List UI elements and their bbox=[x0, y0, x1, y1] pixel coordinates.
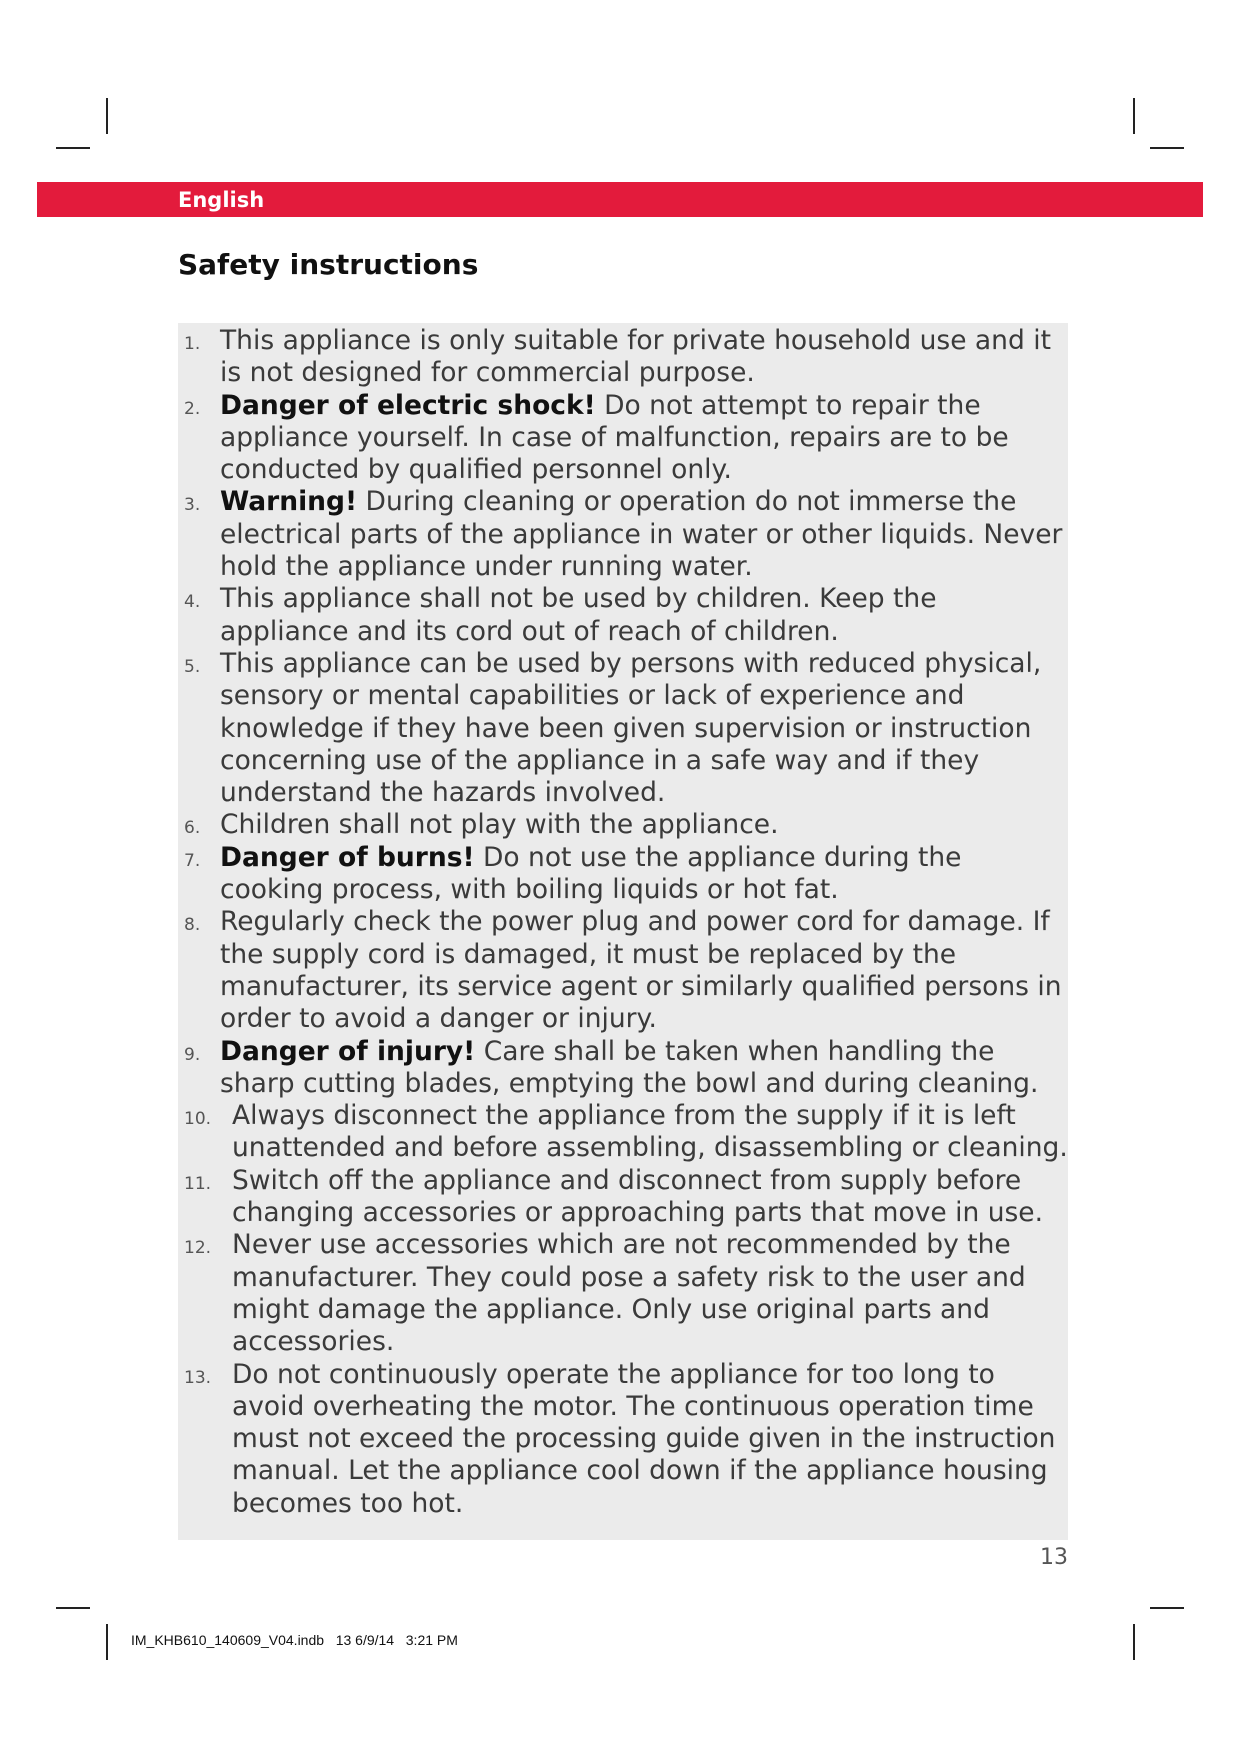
instruction-number: 7. bbox=[184, 850, 201, 871]
language-header-bar bbox=[37, 182, 1203, 217]
instruction-text: Do not use the appliance during the cooking process, with boiling liquids or hot fat. bbox=[220, 841, 962, 906]
instruction-item bbox=[184, 1165, 1068, 1230]
instruction-text: Never use accessories which are not recommended by the manufacturer. They could pose a safety risk to the user and might damage the appliance. Only use original parts and accessories. bbox=[232, 1229, 1026, 1358]
instruction-item bbox=[184, 325, 1068, 390]
footer-file-slug: IM_KHB610_140609_V04.indb 13 6/9/14 3:21 PM bbox=[131, 1632, 458, 1648]
instruction-text: During cleaning or operation do not immerse the electrical parts of the appliance in water or other liquids. Never hold the appliance under running water. bbox=[220, 486, 1063, 583]
instruction-number: 5. bbox=[184, 656, 201, 677]
instruction-text: Regularly check the power plug and power cord for damage. If the supply cord is damaged, it must be replaced by the manufacturer, its service agent or similarly qualified persons in order to avoid a danger or injury. bbox=[220, 906, 1062, 1035]
crop-mark-top-left-vertical bbox=[106, 98, 108, 134]
instruction-item bbox=[184, 648, 1068, 809]
instruction-item bbox=[184, 1100, 1068, 1165]
page-number: 13 bbox=[1040, 1545, 1068, 1570]
crop-mark-top-right-vertical bbox=[1133, 98, 1135, 134]
language-label: English bbox=[178, 188, 265, 212]
instruction-item bbox=[184, 1229, 1068, 1358]
instruction-text: This appliance can be used by persons with reduced physical, sensory or mental capabilities or lack of experience and knowledge if they have been given supervision or instruction concerning use of the appliance in a safe way and if they understand the hazards involved. bbox=[220, 647, 1042, 809]
instruction-item bbox=[184, 390, 1068, 487]
instruction-number: 4. bbox=[184, 592, 201, 613]
instruction-number: 11. bbox=[184, 1173, 212, 1194]
instruction-item bbox=[184, 1359, 1068, 1520]
crop-mark-bottom-left-vertical bbox=[106, 1624, 108, 1660]
crop-mark-bottom-right-vertical bbox=[1133, 1624, 1135, 1660]
instruction-text: Children shall not play with the appliance. bbox=[220, 809, 779, 841]
instruction-number: 8. bbox=[184, 915, 201, 936]
safety-instructions-list bbox=[184, 325, 1068, 1520]
instruction-item bbox=[184, 486, 1068, 583]
instruction-item bbox=[184, 1036, 1068, 1101]
instruction-number: 6. bbox=[184, 818, 201, 839]
warning-label: Danger of burns! bbox=[220, 841, 475, 873]
instruction-number: 2. bbox=[184, 398, 201, 419]
instruction-item bbox=[184, 583, 1068, 648]
warning-label: Warning! bbox=[220, 486, 358, 518]
instruction-text: Always disconnect the appliance from the supply if it is left unattended and before assembling, disassembling or cleaning. bbox=[232, 1100, 1068, 1164]
instruction-item bbox=[184, 809, 1068, 841]
crop-mark-top-left-horizontal bbox=[56, 147, 90, 149]
instruction-text: This appliance is only suitable for private household use and it is not designed for commercial purpose. bbox=[220, 325, 1051, 389]
section-title: Safety instructions bbox=[178, 248, 479, 281]
instruction-number: 9. bbox=[184, 1044, 201, 1065]
instruction-text: This appliance shall not be used by children. Keep the appliance and its cord out of reach of children. bbox=[220, 583, 937, 647]
instruction-text: Do not attempt to repair the appliance yourself. In case of malfunction, repairs are to be conducted by qualified personnel only. bbox=[220, 389, 1009, 486]
instruction-text: Do not continuously operate the appliance for too long to avoid overheating the motor. The continuous operation time must not exceed the processing guide given in the instruction manual. Let the appliance cool down if the appliance housing becomes too hot. bbox=[232, 1358, 1056, 1519]
instruction-number: 1. bbox=[184, 334, 201, 354]
warning-label: Danger of injury! bbox=[220, 1035, 476, 1067]
instruction-item bbox=[184, 906, 1068, 1035]
instruction-number: 12. bbox=[184, 1238, 212, 1259]
instruction-text: Care shall be taken when handling the sharp cutting blades, emptying the bowl and during cleaning. bbox=[220, 1035, 1039, 1099]
instruction-text: Switch off the appliance and disconnect from supply before changing accessories or approaching parts that move in use. bbox=[232, 1164, 1044, 1229]
instruction-item bbox=[184, 842, 1068, 907]
crop-mark-top-right-horizontal bbox=[1150, 147, 1184, 149]
warning-label: Danger of electric shock! bbox=[220, 389, 596, 421]
crop-mark-bottom-left-horizontal bbox=[56, 1607, 90, 1609]
crop-mark-bottom-right-horizontal bbox=[1150, 1607, 1184, 1609]
safety-instructions-panel bbox=[178, 323, 1068, 1540]
instruction-number: 13. bbox=[184, 1367, 212, 1388]
instruction-number: 10. bbox=[184, 1109, 212, 1130]
instruction-number: 3. bbox=[184, 495, 201, 516]
